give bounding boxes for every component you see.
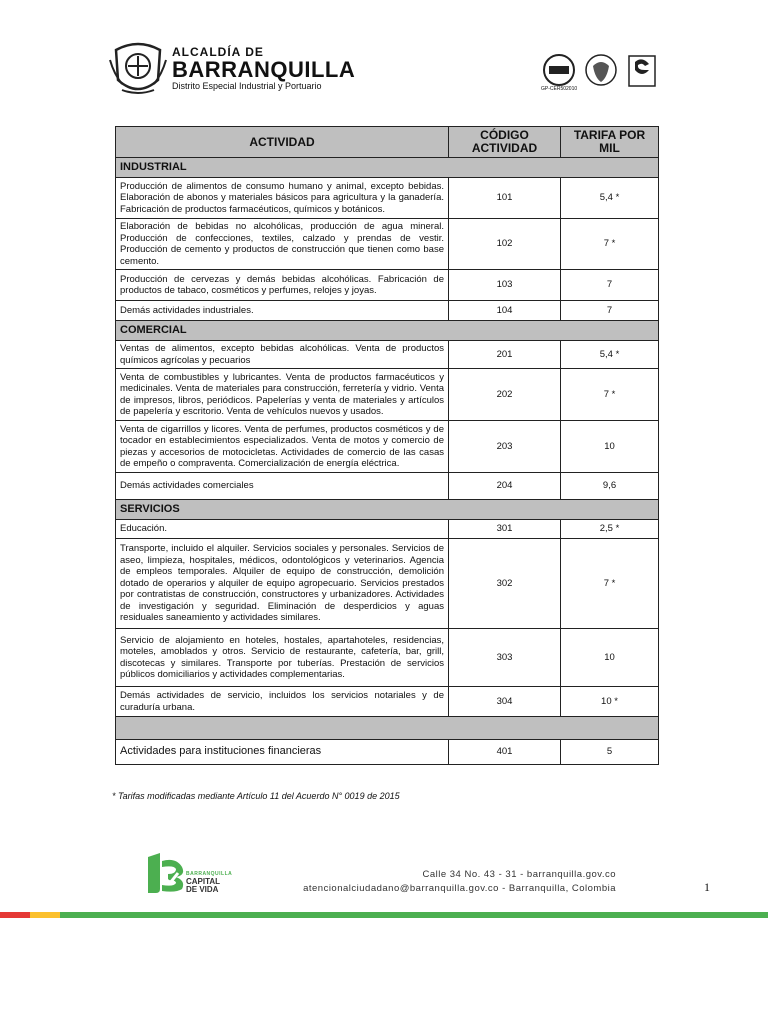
stripe-green [60,912,768,918]
footer-logo-line-2: DE VIDA [186,885,219,894]
section-row-industrial [116,158,659,178]
activity-code: 302 [449,539,561,629]
activity-rate: 9,6 [561,473,659,500]
activity-rate: 10 [561,629,659,687]
activity-code: 303 [449,629,561,687]
activity-rate: 7 * [561,219,659,270]
blank-separator-row [116,717,659,740]
footer-color-stripe [0,912,768,918]
activity-description: Venta de cigarrillos y licores. Venta de perfumes, productos cosméticos y de tocador en establecimientos especializados. Venta de motos y comercio de piezas y accesorios de motocicletas. Actividades de comercio de las casas de empeño o compraventa. Comercialización de energía eléctrica. [116,421,449,473]
certificate-code: GP-CER502010 [541,86,578,92]
header-rate: TARIFA POR MIL [561,127,659,158]
address-line-1: Calle 34 No. 43 - 31 - barranquilla.gov.co [422,869,616,880]
footer-address [303,868,616,896]
logo-line-1: ALCALDÍA DE [172,45,264,59]
activity-description: Demás actividades industriales. [116,301,449,321]
activity-code: 204 [449,473,561,500]
activity-description: Producción de cervezas y demás bebidas alcohólicas. Fabricación de productos de tabaco, cosméticos y perfumes, relojes y joyas. [116,270,449,301]
activity-rate: 7 [561,301,659,321]
section-row-comercial [116,321,659,341]
activity-code: 301 [449,520,561,539]
table-row [116,178,659,219]
blank-cell [116,717,659,740]
tariff-table [115,126,659,765]
activity-rate: 5 [561,740,659,765]
table-row [116,219,659,270]
activity-description: Actividades para instituciones financieras [116,740,449,765]
activity-rate: 2,5 * [561,520,659,539]
section-row-servicios [116,500,659,520]
activity-description: Producción de alimentos de consumo humano y animal, excepto bebidas. Elaboración de abonos y materiales básicos para agricultura y la ganadería. Fabricación de productos farmacéuticos, químicos y botánicos. [116,178,449,219]
footer-logo-text [186,870,232,894]
section-title: INDUSTRIAL [116,158,659,178]
footer-logo-line-1: CAPITAL [186,877,221,886]
activity-rate: 7 * [561,539,659,629]
table-row [116,301,659,321]
logo-line-3: Distrito Especial Industrial y Portuario [172,81,322,91]
activity-description: Transporte, incluido el alquiler. Servicios sociales y personales. Servicios de aseo, limpieza, hospitales, médicos, odontológicos y veterinarios. Agencia de empleos temporales. Alquiler de equipo de construcción, demolición dotado de operarios y alquiler de equipo agropecuario. Servicios prestados por contratistas de construcción, constructores y urbanizadores. Actividades de investigación y seguridad. Eliminación de desperdicios y aguas residuales saneamiento y actividades similares. [116,539,449,629]
logo-line-2: BARRANQUILLA [172,57,356,82]
table-row [116,270,659,301]
table-row [116,421,659,473]
activity-description: Educación. [116,520,449,539]
address-line-2: atencionalciudadano@barranquilla.gov.co - Barranquilla, Colombia [303,883,616,894]
activity-rate: 10 * [561,687,659,717]
activity-description: Venta de combustibles y lubricantes. Venta de productos farmacéuticos y medicinales. Venta de materiales para construcción, ferretería y vidrio. Venta de impresos, libros, periódicos. Papelerías y venta de materiales y artículos de papelería y escritorio. Venta de vehículos nuevos y usados. [116,369,449,421]
footer-logo-small: BARRANQUILLA [186,871,233,877]
capital-de-vida-logo-icon [146,853,186,893]
activity-code: 202 [449,369,561,421]
page-number: 1 [704,880,710,894]
table-row [116,369,659,421]
activity-rate: 5,4 * [561,341,659,369]
activity-code: 304 [449,687,561,717]
activity-rate: 7 * [561,369,659,421]
activity-code: 103 [449,270,561,301]
activity-description: Ventas de alimentos, excepto bebidas alcohólicas. Venta de productos químicos agrícolas y pecuarios [116,341,449,369]
activity-rate: 5,4 * [561,178,659,219]
footnote: * Tarifas modificadas mediante Artículo 11 del Acuerdo N° 0019 de 2015 [112,791,400,801]
activity-rate: 10 [561,421,659,473]
activity-code: 401 [449,740,561,765]
table-row [116,539,659,629]
institution-logo-text [172,46,355,92]
header-code: CÓDIGO ACTIVIDAD [449,127,561,158]
activity-code: 201 [449,341,561,369]
header-activity: ACTIVIDAD [116,127,449,158]
activity-code: 101 [449,178,561,219]
activity-code: 203 [449,421,561,473]
activity-rate: 7 [561,270,659,301]
table-row [116,520,659,539]
activity-code: 104 [449,301,561,321]
activity-description: Demás actividades comerciales [116,473,449,500]
stripe-red [0,912,30,918]
page-header [0,0,768,110]
activity-description: Elaboración de bebidas no alcohólicas, producción de agua mineral. Producción de confecciones, textiles, calzado y prendas de vestir. Producción de cemento y productos de construcción que tienen como base cemento. [116,219,449,270]
activity-description: Servicio de alojamiento en hoteles, hostales, apartahoteles, residencias, moteles, amoblados y otros. Servicio de restaurante, cafetería, bar, grill, discotecas y similares. Transporte por tuberías. Prestación de servicios públicos domiciliarios y actividades complementarias. [116,629,449,687]
section-title: SERVICIOS [116,500,659,520]
coat-of-arms-icon [108,40,168,98]
table-row [116,341,659,369]
table-row [116,473,659,500]
table-row [116,687,659,717]
section-title: COMERCIAL [116,321,659,341]
table-header-row [116,127,659,158]
activity-code: 102 [449,219,561,270]
activity-description: Demás actividades de servicio, incluidos los servicios notariales y de curaduría urbana. [116,687,449,717]
stripe-yellow [30,912,60,918]
table-row [116,629,659,687]
table-row-financial [116,740,659,765]
